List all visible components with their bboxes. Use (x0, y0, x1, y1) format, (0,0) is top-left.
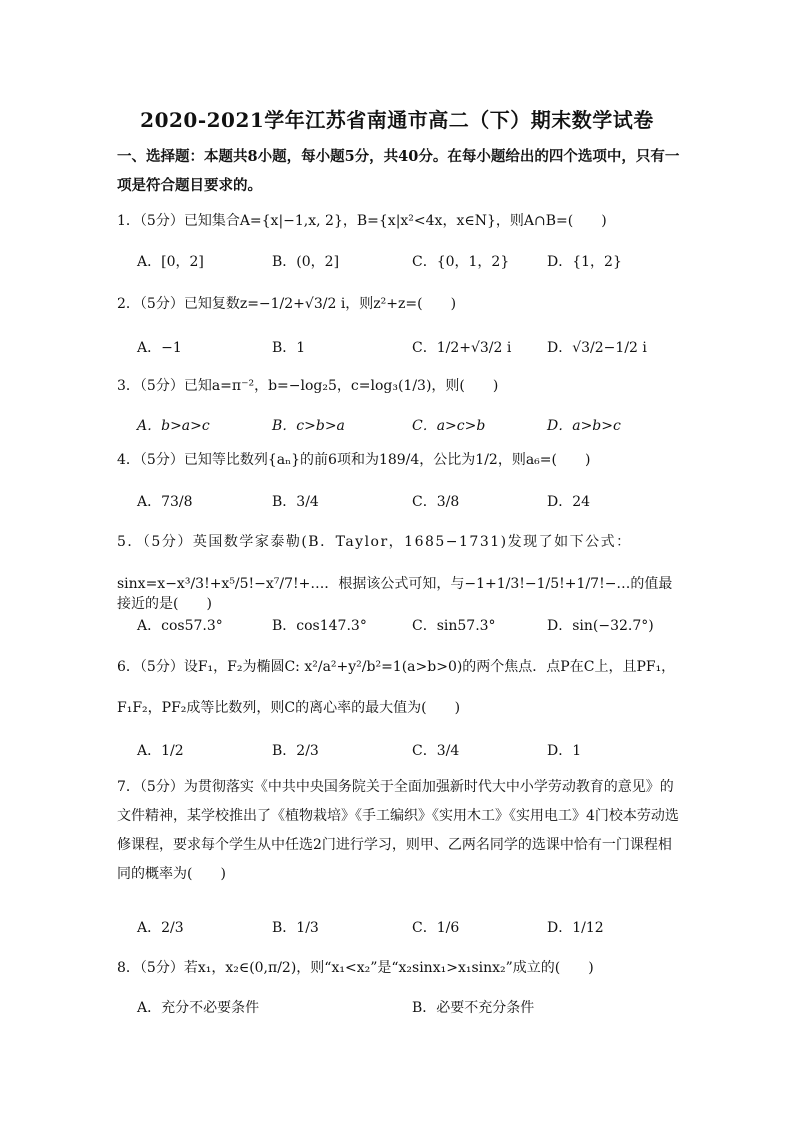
question-6-options (137, 735, 682, 765)
option-a[interactable]: A．[0，2] (137, 254, 204, 270)
option-d[interactable]: D．1 (547, 743, 582, 759)
question-1-options (137, 246, 682, 276)
option-a[interactable]: A．cos57.3° (137, 618, 223, 634)
option-d[interactable]: D．24 (547, 494, 591, 510)
question-8-stem: 8．（5分）若x₁，x₂∈(0,π/2)，则“x₁<x₂”是“x₂sinx₁>x₁sinx₂”成立的( ) (117, 960, 594, 976)
question-2-stem: 2．（5分）已知复数z=−1/2+√3/2 i，则z²+z=( ) (117, 296, 457, 312)
option-a[interactable]: A．b>a>c (137, 418, 210, 434)
option-d[interactable]: D．sin(−32.7°) (547, 618, 654, 634)
option-b[interactable]: B．3/4 (272, 494, 319, 510)
option-b[interactable]: B．cos147.3° (272, 618, 367, 634)
option-c[interactable]: C．3/4 (412, 743, 460, 759)
option-a[interactable]: A．充分不必要条件 (137, 1000, 260, 1016)
question-6-stem-continued: F₁F₂，PF₂成等比数列，则C的离心率的最大值为( ) (117, 700, 461, 716)
question-1-stem: 1．（5分）已知集合A={x|−1,x, 2}，B={x|x²<4x，x∈N}，则A∩B=( ) (117, 213, 607, 229)
option-d[interactable]: D．√3/2−1/2 i (547, 340, 647, 356)
option-c[interactable]: C．sin57.3° (412, 618, 496, 634)
option-b[interactable]: B．1/3 (272, 920, 319, 936)
option-b[interactable]: B．必要不充分条件 (412, 1000, 535, 1016)
question-7-stem: 7．（5分）为贯彻落实《中共中央国务院关于全面加强新时代大中小学劳动教育的意见》的文件精神，某学校推出了《植物栽培》《手工编织》《实用木工》《实用电工》4门校本劳动选修课程，要求每个学生从中任选2门进行学习，则甲、乙两名同学的选课中恰有一门课程相同的概率为( ) (117, 779, 679, 882)
question-3-options (137, 410, 682, 440)
option-c[interactable]: C．1/2+√3/2 i (412, 340, 512, 356)
option-a[interactable]: A．1/2 (137, 743, 184, 759)
question-3-stem: 3．（5分）已知a=π⁻²，b=−log₂5，c=log₃(1/3)，则( ) (117, 378, 499, 394)
option-b[interactable]: B．(0，2] (272, 254, 340, 270)
option-d[interactable]: D．{1，2} (547, 254, 622, 270)
question-6-stem: 6．（5分）设F₁，F₂为椭圆C: x²/a²+y²/b²=1(a>b>0)的两个焦点．点P在C上，且PF₁， (117, 659, 676, 675)
question-4-options (137, 486, 682, 516)
question-8-options (137, 992, 682, 1022)
option-a[interactable]: A．73/8 (137, 494, 193, 510)
question-5-stem-continued: sinx=x−x³/3!+x⁵/5!−x⁷/7!+…．根据该公式可知，与−1+1/3!−1/5!+1/7!−…的值最接近的是( ) (117, 576, 673, 612)
option-b[interactable]: B．c>b>a (272, 418, 345, 434)
option-c[interactable]: C．{0，1，2} (412, 254, 510, 270)
question-5-options (137, 610, 682, 640)
option-c[interactable]: C．a>c>b (412, 418, 486, 434)
question-4-stem: 4．（5分）已知等比数列{aₙ}的前6项和为189/4，公比为1/2，则a₆=( ) (117, 452, 591, 468)
option-b[interactable]: B．1 (272, 340, 306, 356)
option-d[interactable]: D．1/12 (547, 920, 604, 936)
option-c[interactable]: C．1/6 (412, 920, 460, 936)
page-title: 2020-2021学年江苏省南通市高二（下）期末数学试卷 (140, 108, 654, 132)
option-a[interactable]: A．2/3 (137, 920, 184, 936)
option-a[interactable]: A．−1 (137, 340, 182, 356)
question-2-options (137, 332, 682, 362)
question-5-stem: 5．（5分）英国数学家泰勒(B．Taylor，1685−1731)发现了如下公式： (117, 534, 632, 550)
question-7-options (137, 912, 682, 942)
option-b[interactable]: B．2/3 (272, 743, 319, 759)
option-d[interactable]: D．a>b>c (547, 418, 621, 434)
option-c[interactable]: C．3/8 (412, 494, 460, 510)
section-heading: 一、选择题：本题共8小题，每小题5分，共40分。在每小题给出的四个选项中，只有一项是符合题目要求的。 (117, 148, 680, 194)
